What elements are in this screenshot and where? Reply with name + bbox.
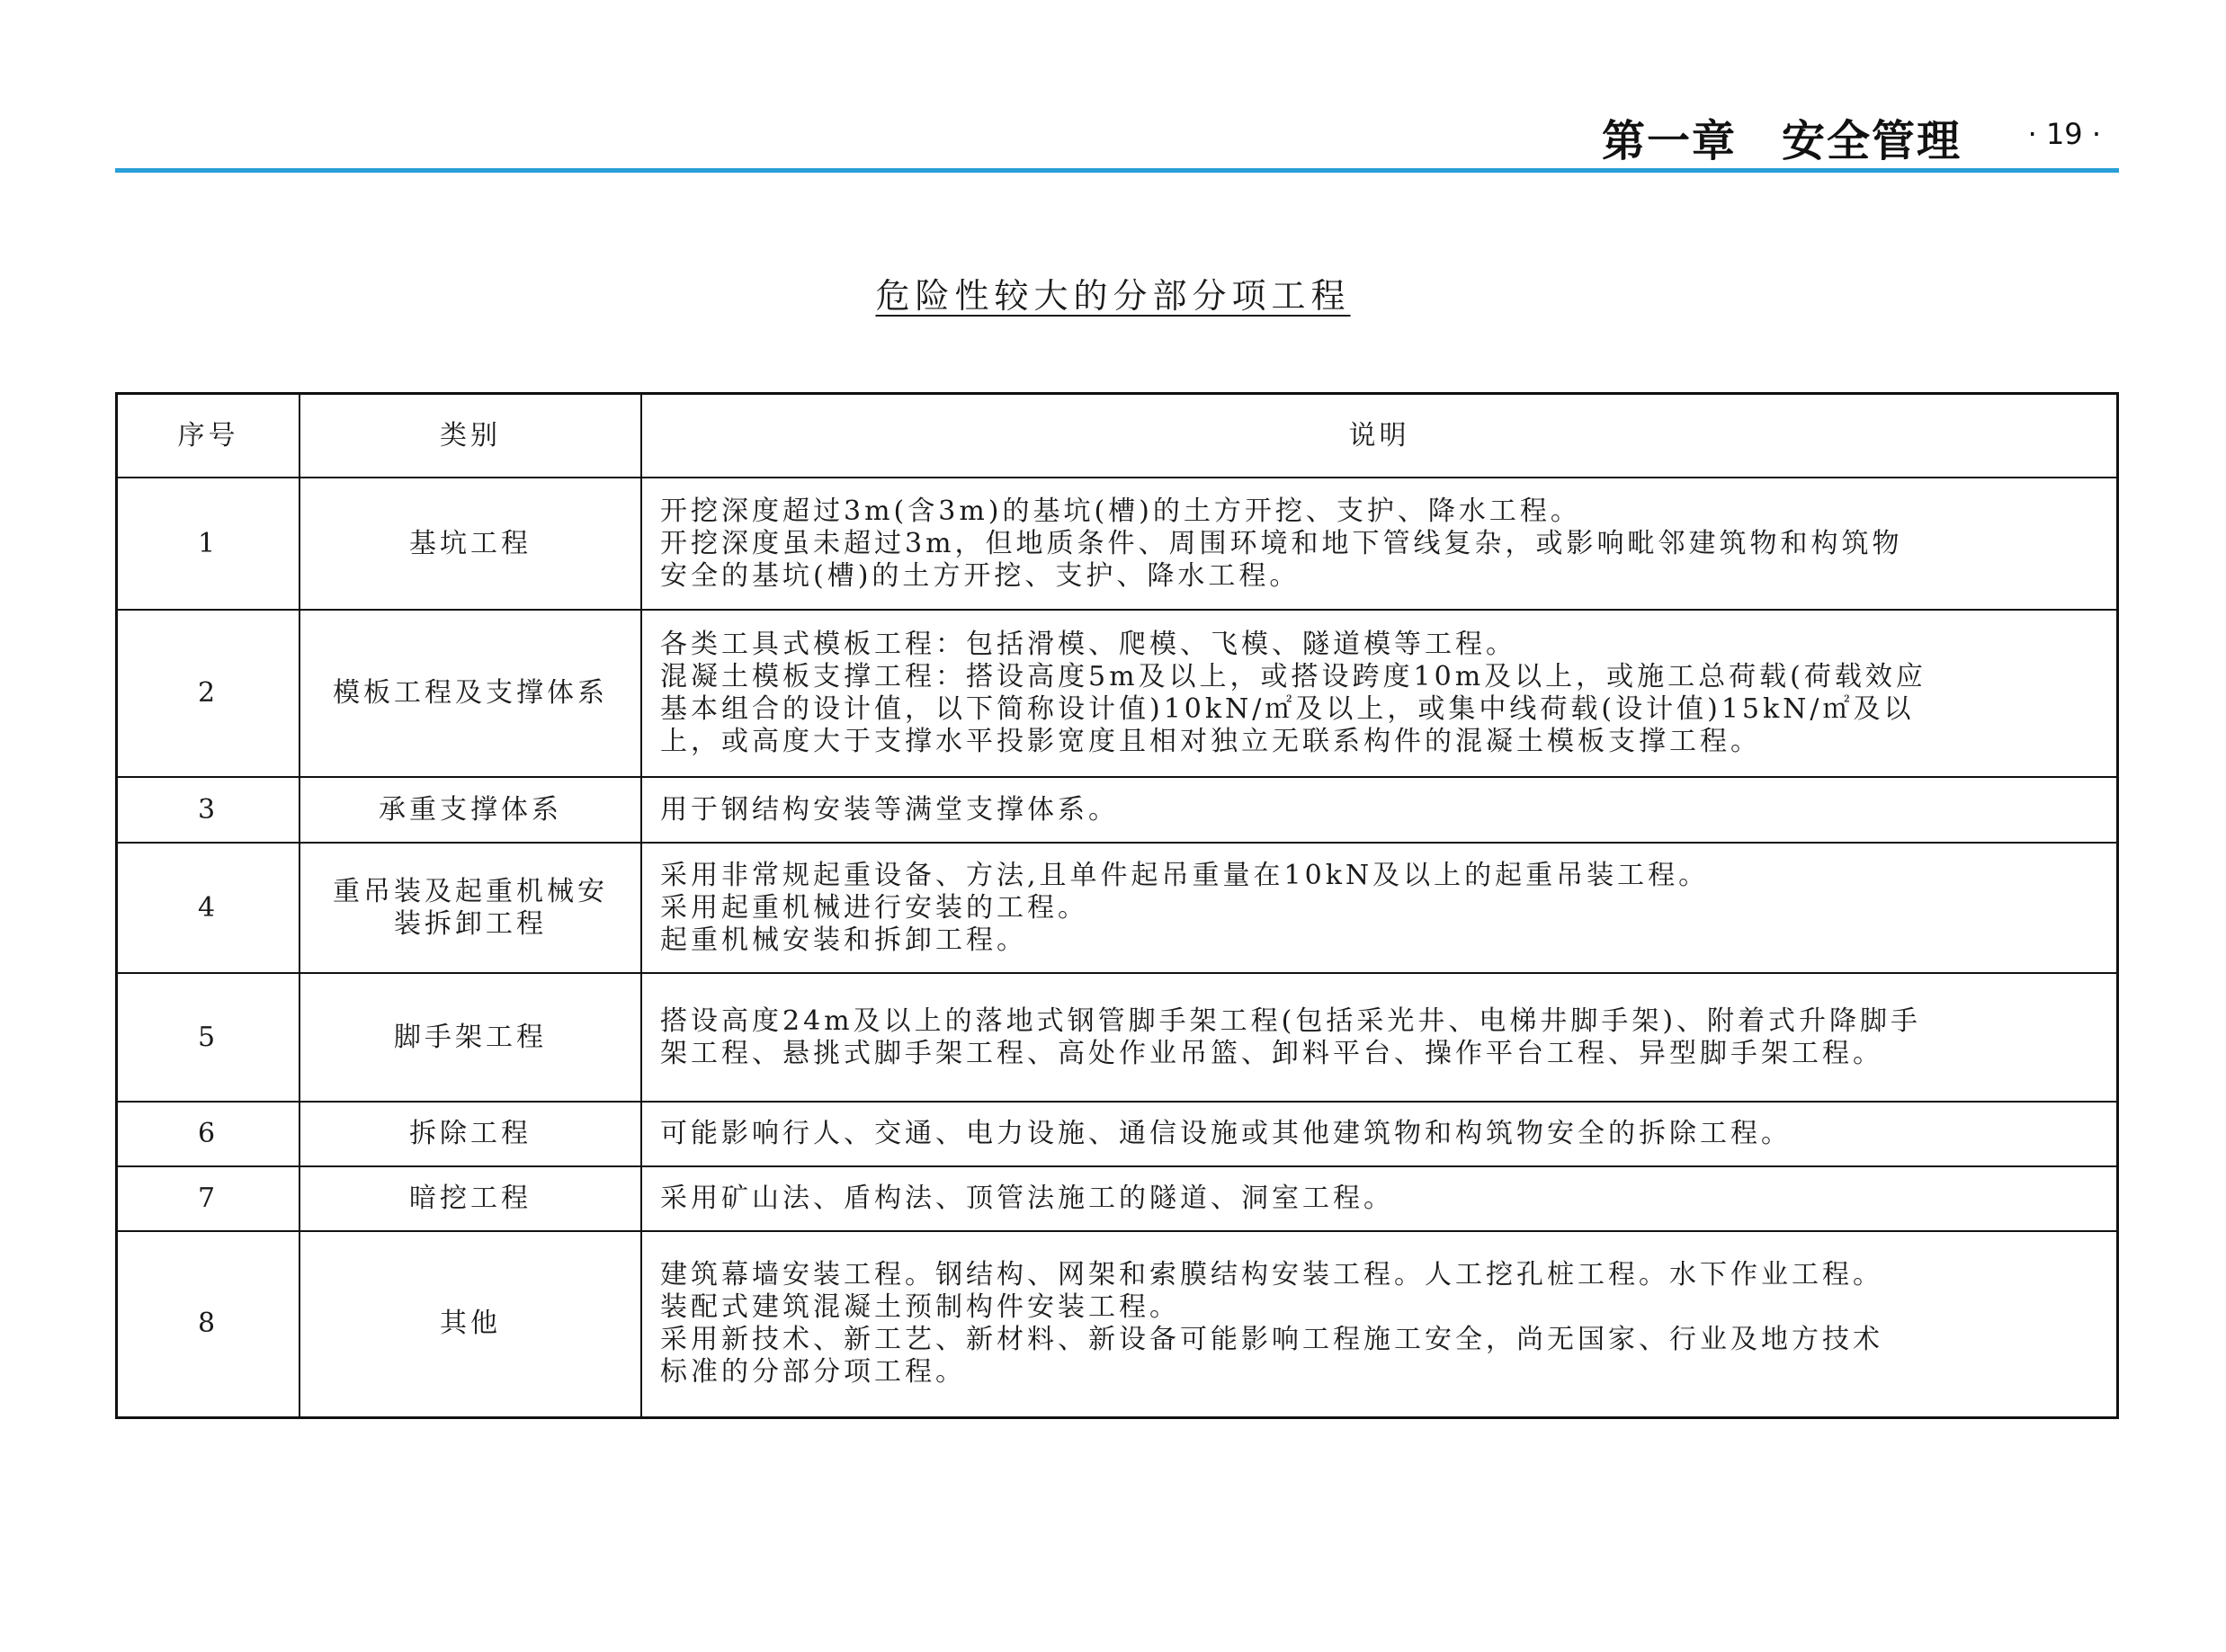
- row-number: 7: [117, 1166, 300, 1231]
- table-row: [117, 610, 2118, 777]
- row-number: 1: [117, 478, 300, 610]
- row-number: 4: [117, 843, 300, 973]
- column-header-category: 类别: [299, 394, 641, 478]
- row-category: [299, 777, 641, 843]
- page-number: · 19 ·: [2027, 117, 2101, 151]
- document-title: [0, 268, 2226, 317]
- table-row: [117, 1102, 2118, 1166]
- table-header-row: [117, 394, 2118, 478]
- description-line: 采用新技术、新工艺、新材料、新设备可能影响工程施工安全，尚无国家、行业及地方技术: [660, 1324, 1883, 1356]
- row-description: [641, 777, 2118, 843]
- row-description: [641, 843, 2118, 973]
- row-category: [299, 843, 641, 973]
- description-line: 装配式建筑混凝土预制构件安装工程。: [660, 1291, 1180, 1324]
- page-header: [115, 90, 2119, 173]
- header-rule: [115, 168, 2119, 173]
- row-description: [641, 973, 2118, 1102]
- row-category-text: 其他: [440, 1308, 501, 1340]
- row-category-text: 暗挖工程: [409, 1183, 532, 1214]
- row-category: [299, 478, 641, 610]
- row-number: 5: [117, 973, 300, 1102]
- column-header-no: 序号: [117, 394, 300, 478]
- chapter-title: 第一章 安全管理: [1601, 116, 1962, 166]
- description-line: 用于钢结构安装等满堂支撑体系。: [660, 793, 1119, 826]
- row-category: [299, 610, 641, 777]
- column-header-description: 说明: [641, 394, 2118, 478]
- row-description: [641, 478, 2118, 610]
- description-line: 上，或高度大于支撑水平投影宽度且相对独立无联系构件的混凝土模板支撑工程。: [660, 726, 1761, 757]
- description-line: 架工程、悬挑式脚手架工程、高处作业吊篮、卸料平台、操作平台工程、异型脚手架工程。: [660, 1037, 1883, 1069]
- row-category-text: 重吊装及起重机械安装拆卸工程: [333, 875, 608, 940]
- table-row: [117, 843, 2118, 973]
- description-line: 可能影响行人、交通、电力设施、通信设施或其他建筑物和构筑物安全的拆除工程。: [660, 1118, 1792, 1149]
- row-number: 8: [117, 1231, 300, 1417]
- description-line: 标准的分部分项工程。: [660, 1356, 966, 1389]
- row-category: [299, 1166, 641, 1231]
- row-description: [641, 610, 2118, 777]
- hazard-table: [115, 392, 2119, 1419]
- table-row: [117, 478, 2118, 610]
- row-number: 2: [117, 610, 300, 777]
- row-number: 3: [117, 777, 300, 843]
- row-description: [641, 1166, 2118, 1231]
- description-line: 建筑幕墙安装工程。钢结构、网架和索膜结构安装工程。人工挖孔桩工程。水下作业工程。: [660, 1259, 1883, 1291]
- description-line: 采用矿山法、盾构法、顶管法施工的隧道、洞室工程。: [660, 1183, 1394, 1214]
- description-line: 搭设高度24m及以上的落地式钢管脚手架工程(包括采光井、电梯井脚手架)、附着式升降脚手: [660, 1005, 1922, 1037]
- description-line: 基本组合的设计值，以下简称设计值)10kN/㎡及以上，或集中线荷载(设计值)15kN/㎡及以: [660, 693, 1915, 725]
- row-category: [299, 1231, 641, 1417]
- row-category-text: 基坑工程: [409, 527, 532, 559]
- table-row: [117, 1231, 2118, 1417]
- description-line: 起重机械安装和拆卸工程。: [660, 924, 1027, 956]
- row-category: [299, 1102, 641, 1166]
- row-number: 6: [117, 1102, 300, 1166]
- description-line: 采用起重机械进行安装的工程。: [660, 891, 1088, 924]
- description-line: 采用非常规起重设备、方法,且单件起吊重量在10kN及以上的起重吊装工程。: [660, 859, 1710, 891]
- document-title-text: 危险性较大的分部分项工程: [875, 276, 1351, 316]
- row-category-text: 拆除工程: [409, 1118, 532, 1149]
- description-line: 开挖深度超过3m(含3m)的基坑(槽)的土方开挖、支护、降水工程。: [660, 495, 1581, 527]
- row-category-text: 承重支撑体系: [379, 793, 562, 826]
- row-category-text: 模板工程及支撑体系: [333, 677, 608, 709]
- description-line: 开挖深度虽未超过3m，但地质条件、周围环境和地下管线复杂，或影响毗邻建筑物和构筑物: [660, 527, 1903, 559]
- table-row: [117, 973, 2118, 1102]
- description-line: 安全的基坑(槽)的土方开挖、支护、降水工程。: [660, 559, 1301, 592]
- table-row: [117, 1166, 2118, 1231]
- row-description: [641, 1231, 2118, 1417]
- row-category-text: 脚手架工程: [394, 1021, 547, 1053]
- table-row: [117, 777, 2118, 843]
- row-category: [299, 973, 641, 1102]
- description-line: 混凝土模板支撑工程：搭设高度5m及以上，或搭设跨度10m及以上，或施工总荷载(荷载效应: [660, 661, 1927, 692]
- description-line: 各类工具式模板工程：包括滑模、爬模、飞模、隧道模等工程。: [660, 629, 1516, 660]
- row-description: [641, 1102, 2118, 1166]
